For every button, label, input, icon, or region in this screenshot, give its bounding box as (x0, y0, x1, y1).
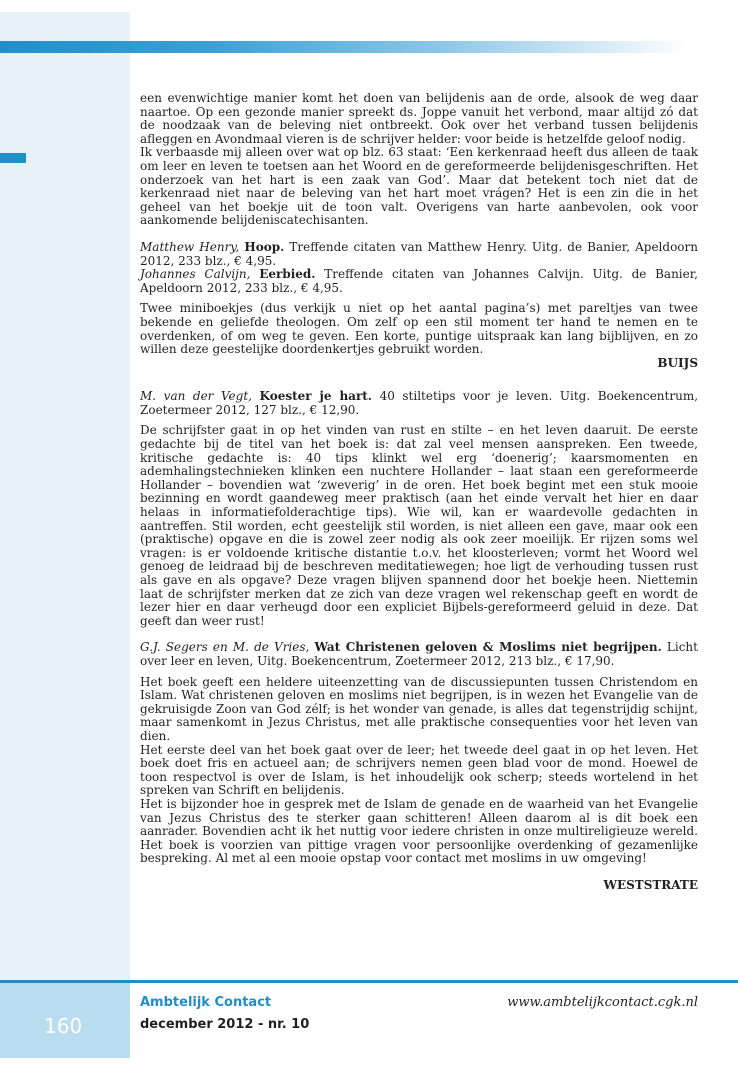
review2-book2-author: Johannes Calvijn, (140, 267, 251, 282)
issue-label: december 2012 - nr. 10 (140, 1017, 310, 1032)
review2-book1-title: Hoop. (244, 239, 285, 254)
review4-author: G.J. Segers en M. de Vries, (140, 640, 310, 655)
review2-book2-reference (140, 268, 698, 295)
magazine-name: Ambtelijk Contact (140, 995, 272, 1010)
review2-book2-title: Eerbied. (259, 267, 316, 282)
review1-paragraph-2: Ik verbaasde mij alleen over wat op blz. 63 staat: ‘Een kerkenraad heeft dus alleen de taak om leer en leven te toetsen aan het Woord en de gereformeerde belijdenisgeschriften. Het onderzoek van het hart is een zaak van God’. Maar dat betekent toch niet dat de kerkenraad niet naar de beleving van het hart moet vrágen? Het is een zin die in het geheel van het boekje uit de toon valt. Overigens van harte aanbevolen, ook voor aankomende belijdeniscatechisanten. (140, 145, 698, 228)
review3-author: M. van der Vegt, (140, 389, 252, 404)
review1-paragraph-1: een evenwichtige manier komt het doen van belijdenis aan de orde, alsook de weg daar naartoe. Op een gezonde manier spreekt ds. Joppe vanuit het verbond, maar altijd zó dat de noodzaak van de beleving niet ontbreekt. Ook over het verband tussen belijdenis afleggen en Avondmaal vieren is de schrijver helder: voor beide is hetzelfde geloof nodig. (140, 91, 698, 146)
review4-description: Licht over leer en leven, Uitg. Boekencentrum, Zoetermeer 2012, 213 blz., € 17,90. (140, 640, 698, 668)
website-url: www.ambtelijkcontact.cgk.nl (507, 995, 698, 1010)
review4-paragraph-2: Het eerste deel van het boek gaat over de leer; het tweede deel gaat in op het leven. Het boek doet fris en actueel aan; de schrijvers nemen geen blad voor de mond. Hoewel de toon respectvol is over de Islam, is het inhoudelijk ook scherp; steeds wortelend in het spreken van Schrift en belijdenis. (140, 742, 698, 798)
review2-body: Twee miniboekjes (dus verkijk u niet op het aantal pagina’s) met pareltjes van twee bekende en geliefde theologen. Om zelf op een stil moment ter hand te nemen en te overdenken, of om weg te geven. Een korte, puntige uitspraak kan lang bijblijven, en zo willen deze geestelijke doordenkertjes gebruikt worden. (140, 301, 698, 357)
review3-body: De schrijfster gaat in op het vinden van rust en stilte – en het leven daaruit. De eerste gedachte bij de titel van het boek is: dat zal veel mensen aanspreken. Een tweede, kritische gedachte is: 40 tips klinkt wel erg ‘doenerig’; kaarsmomenten en ademhalingstechnieken klinken een nuchtere Hollander – laat staan een gereformeerde Hollander – bovendien wat ‘zweverig’ in de oren. Het boek begint met een stuk mooie bezinning en wordt gaandeweg meer praktisch (aan het einde vervalt het hier en daar helaas in informatiefolderachtige tips). Wie wil, kan er waardevolle gedachten in aantreffen. Stil worden, echt geestelijk stil worden, is niet alleen een gave, maar ook een (praktische) opgave en die is zowel zeer nodig als ook zeer moeilijk. Er rijzen soms wel vragen: is er voldoende kritische distantie t.o.v. het kloosterleven; vormt het Woord wel genoeg de leidraad bij de beschreven meditatiewegen; hoe ligt de verhouding tussen rust als gave en als opgave? Deze vragen blijven spannend door het boekje heen. Niettemin laat de schrijfster merken dat ze zich van deze vragen wel rekenschap geeft en wordt de lezer hier en daar verheugd door een expliciet Bijbels-gereformeerd geluid in deze. Dat geeft dan weer rust! (140, 423, 698, 628)
review3-reference (140, 390, 698, 417)
page-sidebar (0, 12, 130, 1058)
review2-signature: BUIJS (657, 355, 698, 370)
review2-book1-description: Treffende citaten van Matthew Henry. Uitg. de Banier, Apeldoorn 2012, 233 blz., € 4,95. (140, 239, 698, 268)
review4-paragraph-1: Het boek geeft een heldere uiteenzetting van de discussiepunten tussen Christendom en Islam. Wat christenen geloven en moslims niet begrijpen, is in wezen het Evangelie van de gekruisigde Zoon van God zélf; is het wonder van genade, is alles dat tegenstrijdig schijnt, maar samenkomt in Jezus Christus, met alle praktische consequenties voor het leven van dien. (140, 674, 698, 743)
review3-title: Koester je hart. (259, 389, 372, 404)
review4-signature: WESTSTRATE (603, 877, 698, 892)
page-number: 160 (44, 1014, 83, 1038)
header-color-band (0, 41, 690, 53)
review4-title: Wat Christenen geloven & Moslims niet begrijpen. (314, 640, 662, 655)
review4-reference (140, 641, 698, 668)
review2-book1-author: Matthew Henry, (140, 239, 240, 254)
review2-book1-reference (140, 241, 698, 268)
article-body (140, 92, 698, 892)
sidebar-marker (0, 153, 26, 163)
review4-paragraph-3: Het is bijzonder hoe in gesprek met de Islam de genade en de waarheid van het Evangelie van Jezus Christus des te sterker gaan schitteren! Alleen daarom al is dit boek een aanrader. Bovendien acht ik het nuttig voor iedere christen in onze multireligieuze wereld. Het boek is voorzien van pittige vragen voor persoonlijke overdenking of gezamenlijke bespreking. Al met al een mooie opstap voor contact met moslims in uw omgeving! (140, 796, 698, 866)
review3-description: 40 stiltetips voor je leven. Uitg. Boekencentrum, Zoetermeer 2012, 127 blz., € 12,90. (140, 389, 699, 417)
review2-book2-description: Treffende citaten van Johannes Calvijn. Uitg. de Banier, Apeldoorn 2012, 233 blz., € 4,95. (140, 267, 698, 295)
